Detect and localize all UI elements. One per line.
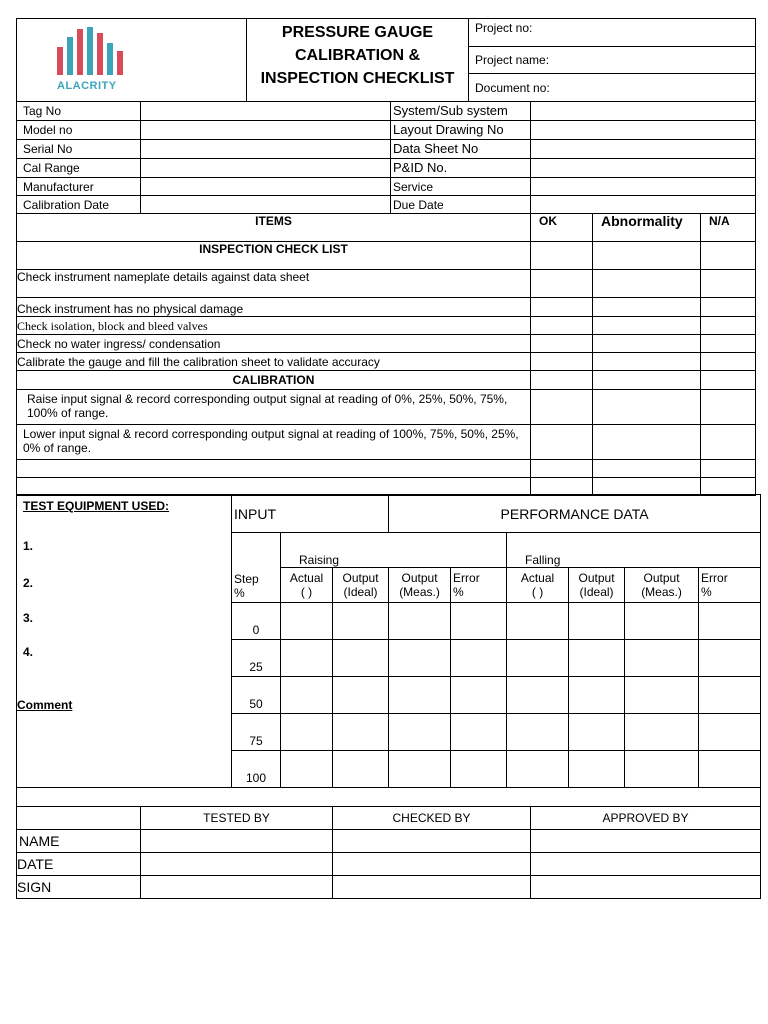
cell[interactable] — [569, 603, 625, 640]
signoff-table — [16, 806, 761, 899]
cell[interactable] — [531, 460, 593, 478]
raising-error-header: Error % — [451, 568, 507, 603]
performance-header: PERFORMANCE DATA — [389, 495, 761, 533]
name-label: NAME — [17, 830, 141, 853]
abnormality-cell[interactable] — [593, 425, 701, 460]
cell[interactable] — [389, 714, 451, 751]
document-no-field[interactable]: Document no: — [469, 74, 756, 102]
cell[interactable] — [625, 640, 699, 677]
inspection-item: Check no water ingress/ condensation — [17, 335, 531, 353]
manufacturer-label: Manufacturer — [17, 178, 141, 196]
step-header: Step % — [232, 533, 281, 603]
cell[interactable] — [507, 603, 569, 640]
checked-by-date[interactable] — [333, 853, 531, 876]
test-equipment-cell — [17, 495, 232, 788]
cell[interactable] — [281, 677, 333, 714]
abnormality-cell[interactable] — [593, 390, 701, 425]
ok-cell[interactable] — [531, 317, 593, 335]
na-cell[interactable] — [701, 390, 756, 425]
abnormality-cell[interactable] — [593, 298, 701, 317]
model-no-value[interactable] — [141, 121, 391, 140]
title-line-3: INSPECTION CHECKLIST — [260, 70, 455, 87]
cell[interactable] — [451, 751, 507, 788]
checked-by-sign[interactable] — [333, 876, 531, 899]
ok-cell[interactable] — [531, 298, 593, 317]
model-no-label: Model no — [17, 121, 141, 140]
ok-cell[interactable] — [531, 425, 593, 460]
checklist-table — [16, 101, 756, 496]
date-label: DATE — [17, 853, 141, 876]
cell[interactable] — [281, 714, 333, 751]
ok-cell[interactable] — [531, 390, 593, 425]
sign-label: SIGN — [17, 876, 141, 899]
cell[interactable] — [507, 714, 569, 751]
layout-drawing-label: Layout Drawing No — [391, 121, 531, 140]
na-cell[interactable] — [701, 353, 756, 371]
approved-by-header: APPROVED BY — [531, 807, 761, 830]
falling-header: Falling — [507, 533, 761, 568]
tag-no-value[interactable] — [141, 102, 391, 121]
layout-drawing-value[interactable] — [531, 121, 756, 140]
ok-cell[interactable] — [531, 335, 593, 353]
na-cell[interactable] — [701, 298, 756, 317]
cell[interactable] — [593, 478, 701, 496]
na-cell[interactable] — [701, 335, 756, 353]
due-date-value[interactable] — [531, 196, 756, 214]
cell[interactable] — [625, 603, 699, 640]
equipment-no-4: 4. — [23, 645, 34, 659]
project-no-field[interactable]: Project no: — [469, 19, 756, 47]
cell[interactable] — [507, 640, 569, 677]
comment-label: Comment — [17, 698, 73, 712]
cell[interactable] — [625, 677, 699, 714]
pid-no-value[interactable] — [531, 159, 756, 178]
cell[interactable] — [569, 640, 625, 677]
system-label: System/Sub system — [391, 102, 531, 121]
falling-ideal-header: Output (Ideal) — [569, 568, 625, 603]
title-line-2: CALIBRATION & — [294, 47, 421, 64]
raising-actual-header: Actual ( ) — [281, 568, 333, 603]
checked-by-header: CHECKED BY — [333, 807, 531, 830]
step-0: 0 — [232, 603, 281, 640]
cell[interactable] — [281, 603, 333, 640]
cell[interactable] — [389, 603, 451, 640]
cell[interactable] — [593, 460, 701, 478]
approved-by-name[interactable] — [531, 830, 761, 853]
logo-text: ALACRITY — [57, 80, 117, 92]
performance-table — [16, 494, 761, 807]
cell[interactable] — [389, 677, 451, 714]
abnormality-cell[interactable] — [593, 353, 701, 371]
ok-cell[interactable] — [531, 353, 593, 371]
system-value[interactable] — [531, 102, 756, 121]
inspection-item: Check isolation, block and bleed valves — [17, 317, 531, 335]
inspection-heading: INSPECTION CHECK LIST — [17, 242, 531, 270]
cell[interactable] — [569, 714, 625, 751]
ok-cell[interactable] — [531, 270, 593, 298]
cell[interactable] — [569, 751, 625, 788]
na-cell[interactable] — [701, 270, 756, 298]
cell[interactable] — [389, 751, 451, 788]
cell[interactable] — [333, 640, 389, 677]
tested-by-name[interactable] — [141, 830, 333, 853]
approved-by-date[interactable] — [531, 853, 761, 876]
service-value[interactable] — [531, 178, 756, 196]
calibration-heading: CALIBRATION — [17, 371, 531, 390]
serial-no-value[interactable] — [141, 140, 391, 159]
header-table — [16, 18, 756, 102]
tested-by-header: TESTED BY — [141, 807, 333, 830]
spacer-row — [17, 788, 761, 807]
pid-no-label: P&ID No. — [391, 159, 531, 178]
cell[interactable] — [701, 371, 756, 390]
alacrity-logo-icon — [55, 25, 135, 87]
cell[interactable] — [451, 603, 507, 640]
cell[interactable] — [701, 242, 756, 270]
items-header: ITEMS — [17, 214, 531, 242]
cell[interactable] — [333, 751, 389, 788]
cell[interactable] — [389, 640, 451, 677]
due-date-label: Due Date — [391, 196, 531, 214]
equipment-no-1: 1. — [23, 539, 34, 553]
cell[interactable] — [281, 751, 333, 788]
cell[interactable] — [699, 751, 761, 788]
cell[interactable] — [281, 640, 333, 677]
input-header: INPUT — [232, 495, 389, 533]
cell[interactable] — [593, 371, 701, 390]
inspection-item: Calibrate the gauge and fill the calibration sheet to validate accuracy — [17, 353, 531, 371]
ok-header: OK — [531, 214, 593, 242]
inspection-item: Check instrument has no physical damage — [17, 298, 531, 317]
abnormality-header: Abnormality — [593, 214, 701, 242]
service-label: Service — [391, 178, 531, 196]
step-50: 50 — [232, 677, 281, 714]
equipment-no-2: 2. — [23, 576, 34, 590]
step-100: 100 — [232, 751, 281, 788]
tag-no-label: Tag No — [17, 102, 141, 121]
cell[interactable] — [333, 677, 389, 714]
cell[interactable] — [625, 751, 699, 788]
serial-no-label: Serial No — [17, 140, 141, 159]
na-cell[interactable] — [701, 425, 756, 460]
cal-range-value[interactable] — [141, 159, 391, 178]
na-header: N/A — [701, 214, 756, 242]
cell[interactable] — [699, 714, 761, 751]
cell[interactable] — [699, 603, 761, 640]
calibration-item-lower: Lower input signal & record corresponding output signal at reading of 100%, 75%, 50%, 25%, 0% of range. — [17, 425, 531, 460]
step-75: 75 — [232, 714, 281, 751]
cell[interactable] — [593, 242, 701, 270]
title-line-1: PRESSURE GAUGE — [281, 24, 434, 41]
signoff-corner — [17, 807, 141, 830]
cell[interactable] — [531, 242, 593, 270]
cell[interactable] — [699, 640, 761, 677]
cell[interactable] — [531, 478, 593, 496]
cell[interactable] — [507, 677, 569, 714]
falling-error-header: Error % — [699, 568, 761, 603]
calibration-item-raise: Raise input signal & record corresponding output signal at reading of 0%, 25%, 50%, 75%, 100% of range. — [17, 390, 531, 425]
raising-meas-header: Output (Meas.) — [389, 568, 451, 603]
calibration-date-value[interactable] — [141, 196, 391, 214]
falling-actual-header: Actual ( ) — [507, 568, 569, 603]
test-equipment-label: TEST EQUIPMENT USED: — [23, 499, 170, 513]
abnormality-cell[interactable] — [593, 317, 701, 335]
cell[interactable] — [531, 371, 593, 390]
falling-meas-header: Output (Meas.) — [625, 568, 699, 603]
abnormality-cell[interactable] — [593, 270, 701, 298]
approved-by-sign[interactable] — [531, 876, 761, 899]
step-25: 25 — [232, 640, 281, 677]
checked-by-name[interactable] — [333, 830, 531, 853]
blank-item[interactable] — [17, 460, 531, 478]
cell[interactable] — [333, 603, 389, 640]
abnormality-cell[interactable] — [593, 335, 701, 353]
cell[interactable] — [701, 460, 756, 478]
raising-ideal-header: Output (Ideal) — [333, 568, 389, 603]
cell[interactable] — [625, 714, 699, 751]
data-sheet-value[interactable] — [531, 140, 756, 159]
project-name-field[interactable]: Project name: — [469, 47, 756, 74]
tested-by-sign[interactable] — [141, 876, 333, 899]
cell[interactable] — [451, 677, 507, 714]
tested-by-date[interactable] — [141, 853, 333, 876]
na-cell[interactable] — [701, 317, 756, 335]
cell[interactable] — [451, 640, 507, 677]
cell[interactable] — [699, 677, 761, 714]
cell[interactable] — [333, 714, 389, 751]
inspection-item: Check instrument nameplate details against data sheet — [17, 270, 531, 298]
cell[interactable] — [507, 751, 569, 788]
cell[interactable] — [569, 677, 625, 714]
equipment-no-3: 3. — [23, 611, 34, 625]
cell[interactable] — [451, 714, 507, 751]
data-sheet-label: Data Sheet No — [391, 140, 531, 159]
logo-cell — [17, 19, 247, 102]
calibration-date-label: Calibration Date — [17, 196, 141, 214]
cal-range-label: Cal Range — [17, 159, 141, 178]
raising-header: Raising — [281, 533, 507, 568]
page-title — [247, 19, 469, 102]
cell[interactable] — [701, 478, 756, 496]
blank-item[interactable] — [17, 478, 531, 496]
manufacturer-value[interactable] — [141, 178, 391, 196]
